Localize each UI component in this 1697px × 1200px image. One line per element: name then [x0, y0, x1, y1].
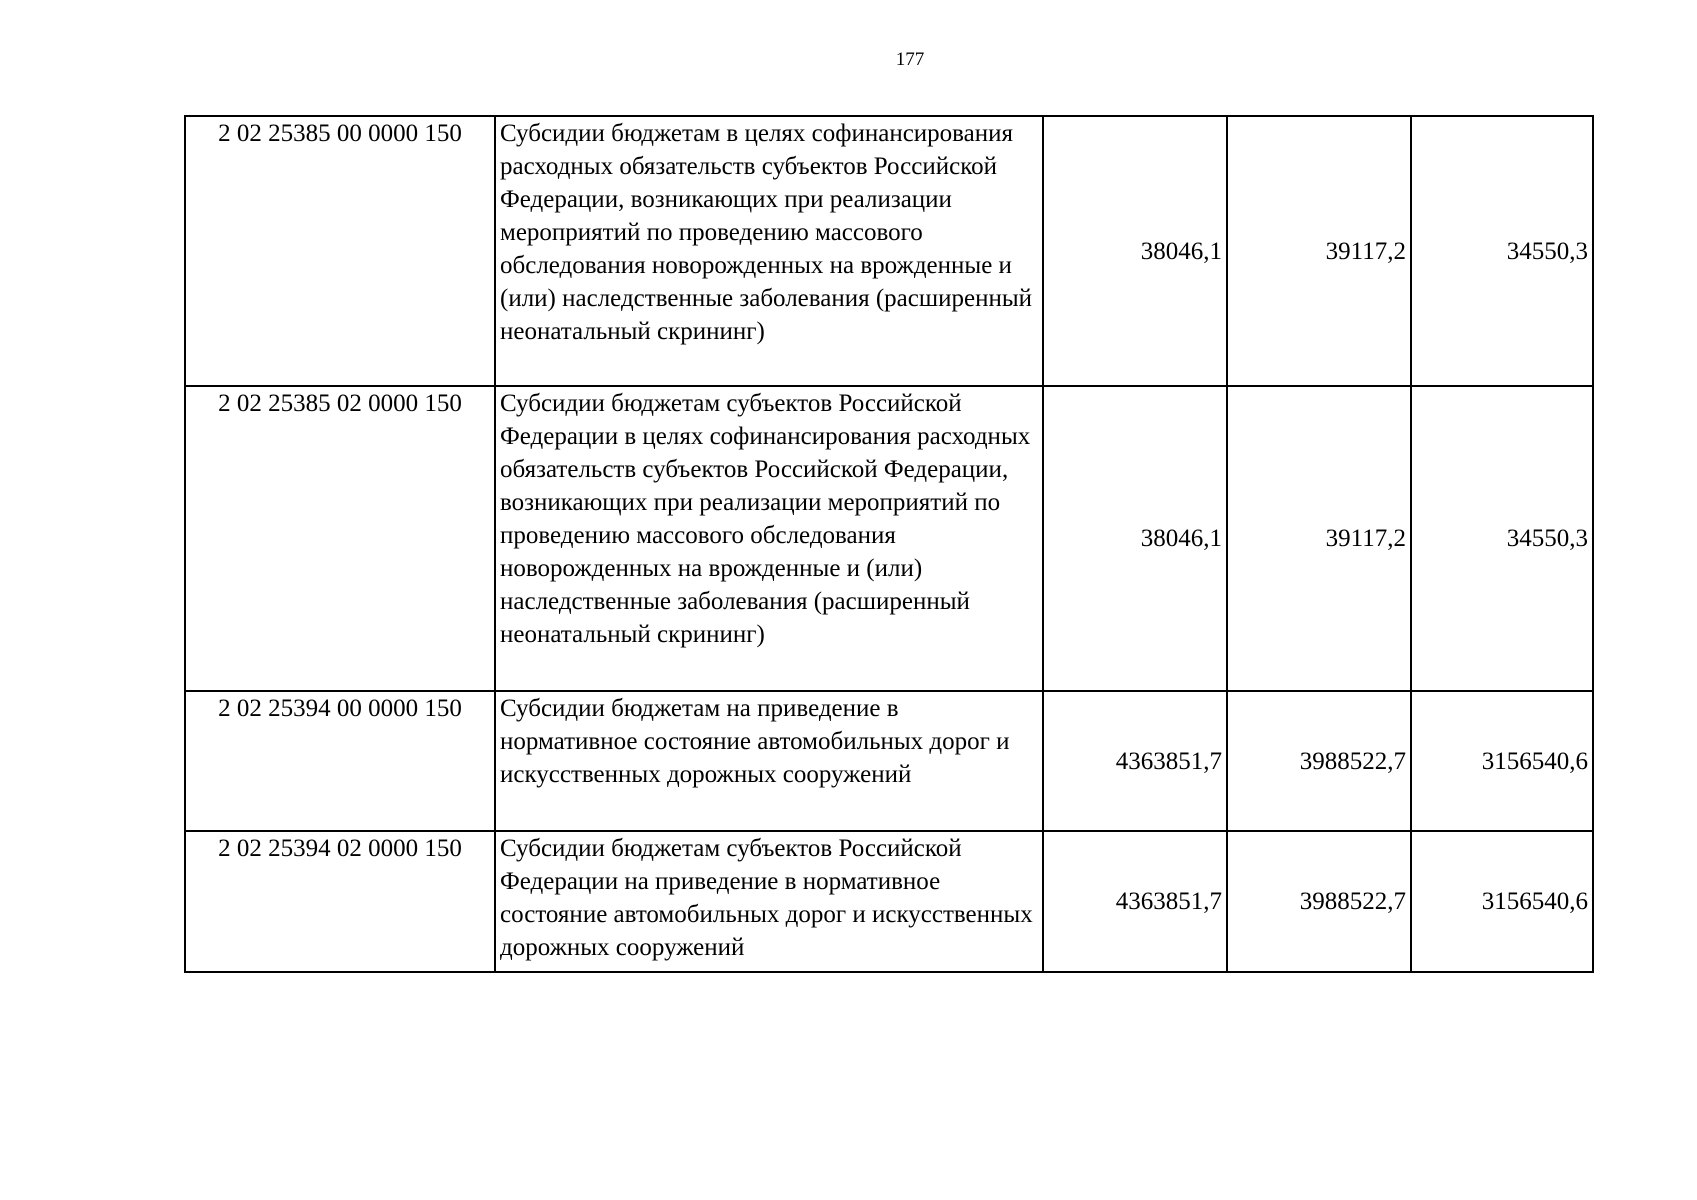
budget-code-cell: 2 02 25385 00 0000 150 — [185, 116, 495, 386]
description-cell: Субсидии бюджетам на приведение в нормативное состояние автомобильных дорог и искусственных дорожных сооружений — [495, 691, 1043, 831]
amount-cell-year-2: 3988522,7 — [1227, 831, 1411, 972]
amount-cell-year-1: 4363851,7 — [1043, 691, 1227, 831]
amount-cell-year-1: 38046,1 — [1043, 116, 1227, 386]
budget-code-cell: 2 02 25385 02 0000 150 — [185, 386, 495, 691]
budget-table — [184, 115, 1594, 973]
amount-cell-year-3: 3156540,6 — [1411, 831, 1593, 972]
amount-cell-year-3: 3156540,6 — [1411, 691, 1593, 831]
amount-cell-year-1: 38046,1 — [1043, 386, 1227, 691]
budget-code-cell: 2 02 25394 02 0000 150 — [185, 831, 495, 972]
amount-cell-year-2: 39117,2 — [1227, 386, 1411, 691]
table-row — [185, 691, 1593, 831]
table-row — [185, 386, 1593, 691]
amount-cell-year-3: 34550,3 — [1411, 386, 1593, 691]
description-cell: Субсидии бюджетам в целях софинансирования расходных обязательств субъектов Российской Федерации, возникающих при реализации мероприятий по проведению массового обследования новорожденных на врожденные и (или) наследственные заболевания (расширенный неонатальный скрининг) — [495, 116, 1043, 386]
amount-cell-year-1: 4363851,7 — [1043, 831, 1227, 972]
budget-code-cell: 2 02 25394 00 0000 150 — [185, 691, 495, 831]
amount-cell-year-3: 34550,3 — [1411, 116, 1593, 386]
amount-cell-year-2: 39117,2 — [1227, 116, 1411, 386]
description-cell: Субсидии бюджетам субъектов Российской Федерации в целях софинансирования расходных обязательств субъектов Российской Федерации, возникающих при реализации мероприятий по проведению массового обследования новорожденных на врожденные и (или) наследственные заболевания (расширенный неонатальный скрининг) — [495, 386, 1043, 691]
table-row — [185, 116, 1593, 386]
description-cell: Субсидии бюджетам субъектов Российской Федерации на приведение в нормативное состояние автомобильных дорог и искусственных дорожных сооружений — [495, 831, 1043, 972]
amount-cell-year-2: 3988522,7 — [1227, 691, 1411, 831]
page-number: 177 — [895, 49, 925, 70]
table-row — [185, 831, 1593, 972]
